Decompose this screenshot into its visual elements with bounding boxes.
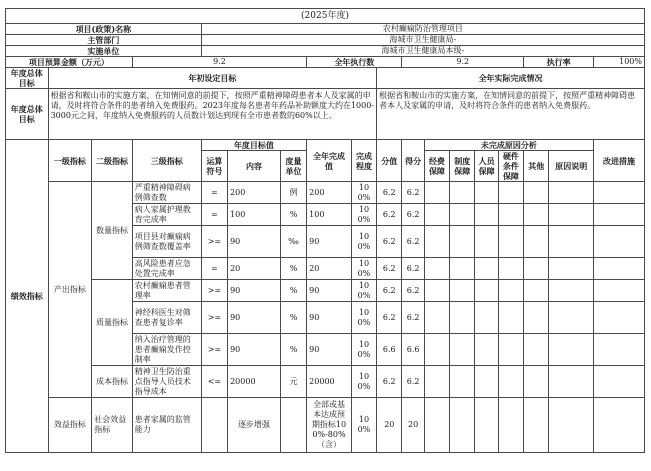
indicator-content: 20000	[228, 366, 281, 398]
indicator-content: 100	[228, 204, 281, 226]
indicator-actual: 全部或基本达成预期指标100%-80%（含）	[307, 398, 352, 453]
rate-label: 执行率	[524, 57, 594, 68]
indicator-name: 精神卫生防治重点指导人员技术指导成本	[132, 366, 201, 398]
indicator-content: 90	[228, 226, 281, 258]
indicator-got: 20	[402, 398, 424, 453]
dept-value: 海城市卫生健康局-	[201, 35, 644, 46]
indicator-got: 6.2	[402, 258, 424, 280]
unit-label: 实施单位	[6, 46, 202, 57]
indicator-op: >=	[201, 280, 227, 302]
indicator-degree: 100%	[351, 182, 376, 204]
col-unit: 度量单位	[280, 151, 306, 182]
indicator-content: 逐步增强	[228, 398, 281, 453]
col-reason-other: 其他	[524, 151, 549, 182]
indicator-actual: 90	[307, 226, 352, 258]
indicator-got: 6.2	[402, 182, 424, 204]
indicator-content: 200	[228, 182, 281, 204]
col-reason-fund: 经费保障	[424, 151, 449, 182]
indicator-got: 6.6	[402, 334, 424, 366]
indicator-actual: 90	[307, 334, 352, 366]
indicator-got: 6.2	[402, 226, 424, 258]
col-content: 内容	[228, 151, 281, 182]
indicator-name: 患者家属的监管能力	[132, 398, 201, 453]
indicator-degree: 100%	[351, 398, 376, 453]
indicator-score: 6.2	[377, 226, 402, 258]
exec-label: 全年执行数	[307, 57, 402, 68]
indicator-actual: 20000	[307, 366, 352, 398]
col-target-group: 年度目标值	[201, 140, 306, 151]
exec-value: 9.2	[402, 57, 524, 68]
indicator-degree: 100%	[351, 334, 376, 366]
rate-value: 100%	[594, 57, 645, 68]
unit-value: 海城市卫生健康局本级-	[201, 46, 644, 57]
indicator-degree: 100%	[351, 204, 376, 226]
indicator-unit: %	[280, 302, 306, 334]
col-l2: 二级指标	[92, 140, 133, 182]
indicator-unit: %	[280, 280, 306, 302]
indicator-name: 高风险患者应急处置完成率	[132, 258, 201, 280]
l1-output: 产出指标	[48, 182, 92, 398]
indicator-actual: 90	[307, 302, 352, 334]
col-reason-group: 未完成原因分析	[424, 140, 593, 151]
indicator-op: >=	[201, 334, 227, 366]
indicator-degree: 100%	[351, 226, 376, 258]
indicator-unit: %	[280, 334, 306, 366]
indicator-score: 6.2	[377, 302, 402, 334]
indicator-unit: 元	[280, 366, 306, 398]
project-value: 农村癫痫防治管理项目	[201, 24, 644, 35]
col-actual: 全年完成值	[307, 140, 352, 182]
col-l3: 三级指标	[132, 140, 201, 182]
indicator-got: 6.2	[402, 366, 424, 398]
project-label: 项目(政策)名称	[6, 24, 202, 35]
indicator-content: 20	[228, 258, 281, 280]
indicator-got: 6.2	[402, 204, 424, 226]
indicator-score: 6.2	[377, 258, 402, 280]
performance-table	[5, 8, 645, 453]
indicator-name: 病人家属护理教育完成率	[132, 204, 201, 226]
indicator-content: 90	[228, 280, 281, 302]
indicator-got: 6.2	[402, 302, 424, 334]
l2-quality: 质量指标	[92, 280, 133, 366]
col-got: 得分	[402, 140, 424, 182]
col-improve: 改进措施	[594, 140, 645, 182]
indicator-score: 6.2	[377, 366, 402, 398]
budget-label: 项目预算金额（万元）	[6, 57, 133, 68]
annual-goal-label-2: 年度总体目标	[6, 89, 49, 140]
initial-goal-header: 年初设定目标	[48, 68, 377, 89]
annual-goal-label: 年度总体目标	[6, 68, 49, 89]
col-reason-hardware: 硬件条件保障	[498, 151, 523, 182]
indicator-score: 6.2	[377, 204, 402, 226]
col-l1: 一级指标	[48, 140, 92, 182]
indicator-actual: 100	[307, 204, 352, 226]
indicator-op: =	[201, 204, 227, 226]
dept-label: 主管部门	[6, 35, 202, 46]
indicator-name: 项目县对癫痫病例筛查数覆盖率	[132, 226, 201, 258]
indicator-unit: 例	[280, 182, 306, 204]
indicator-actual: 20	[307, 258, 352, 280]
indicator-unit	[280, 398, 306, 453]
col-op: 运算符号	[201, 151, 227, 182]
col-score: 分值	[377, 140, 402, 182]
indicator-score: 6.6	[377, 334, 402, 366]
indicator-actual: 90	[307, 280, 352, 302]
indicator-content: 90	[228, 334, 281, 366]
indicator-degree: 100%	[351, 366, 376, 398]
actual-goal-header: 全年实际完成情况	[377, 68, 645, 89]
l2-social: 社会效益指标	[92, 398, 133, 453]
col-reason-system: 制度保障	[450, 151, 475, 182]
indicator-op: >=	[201, 226, 227, 258]
indicator-name: 农村癫痫患者管理率	[132, 280, 201, 302]
perf-indicator-label: 绩效指标	[6, 140, 49, 453]
indicator-name: 神经科医生对筛查患者复诊率	[132, 302, 201, 334]
indicator-op: <=	[201, 366, 227, 398]
indicator-score: 20	[377, 398, 402, 453]
performance-sheet	[5, 8, 645, 453]
col-reason-staff: 人员保障	[475, 151, 498, 182]
indicator-got: 6.2	[402, 280, 424, 302]
indicator-name: 纳入治疗管理的患者癫痫发作控制率	[132, 334, 201, 366]
l2-cost: 成本指标	[92, 366, 133, 398]
l1-benefit: 效益指标	[48, 398, 92, 453]
indicator-name: 严重精神障碍病例筛查数	[132, 182, 201, 204]
indicator-op: >=	[201, 302, 227, 334]
initial-goal-text: 根据省和鞍山市的实施方案，在知情同意的前提下，按照严重精神障碍患者本人及家属的申请，及时将符合条件的患者纳入免费服药。2023年度每名患者年药品补助额度大约在1000-3000元之间，年度纳入免费服药的人员数计划达到现有全市患者数的60%以上。	[48, 89, 377, 140]
indicator-degree: 100%	[351, 280, 376, 302]
indicator-content: 90	[228, 302, 281, 334]
col-degree: 完成程度	[351, 140, 376, 182]
indicator-op	[201, 398, 227, 453]
actual-goal-text: 根据省和鞍山市的实施方案，在知情同意的前提下，按照严重精神障碍患者本人及家属的申请，及时将符合条件的患者纳入免费服药。	[377, 89, 645, 140]
l2-quantity: 数量指标	[92, 182, 133, 280]
indicator-score: 6.2	[377, 280, 402, 302]
col-reason-note: 原因说明	[549, 151, 594, 182]
indicator-op: =	[201, 258, 227, 280]
budget-value: 9.2	[132, 57, 306, 68]
indicator-unit: ‰	[280, 226, 306, 258]
indicator-op: =	[201, 182, 227, 204]
indicator-score: 6.2	[377, 182, 402, 204]
year-title: (2025年度)	[6, 9, 645, 24]
indicator-actual: 200	[307, 182, 352, 204]
indicator-unit: %	[280, 204, 306, 226]
indicator-degree: 100%	[351, 302, 376, 334]
indicator-degree: 100%	[351, 258, 376, 280]
indicator-unit: %	[280, 258, 306, 280]
